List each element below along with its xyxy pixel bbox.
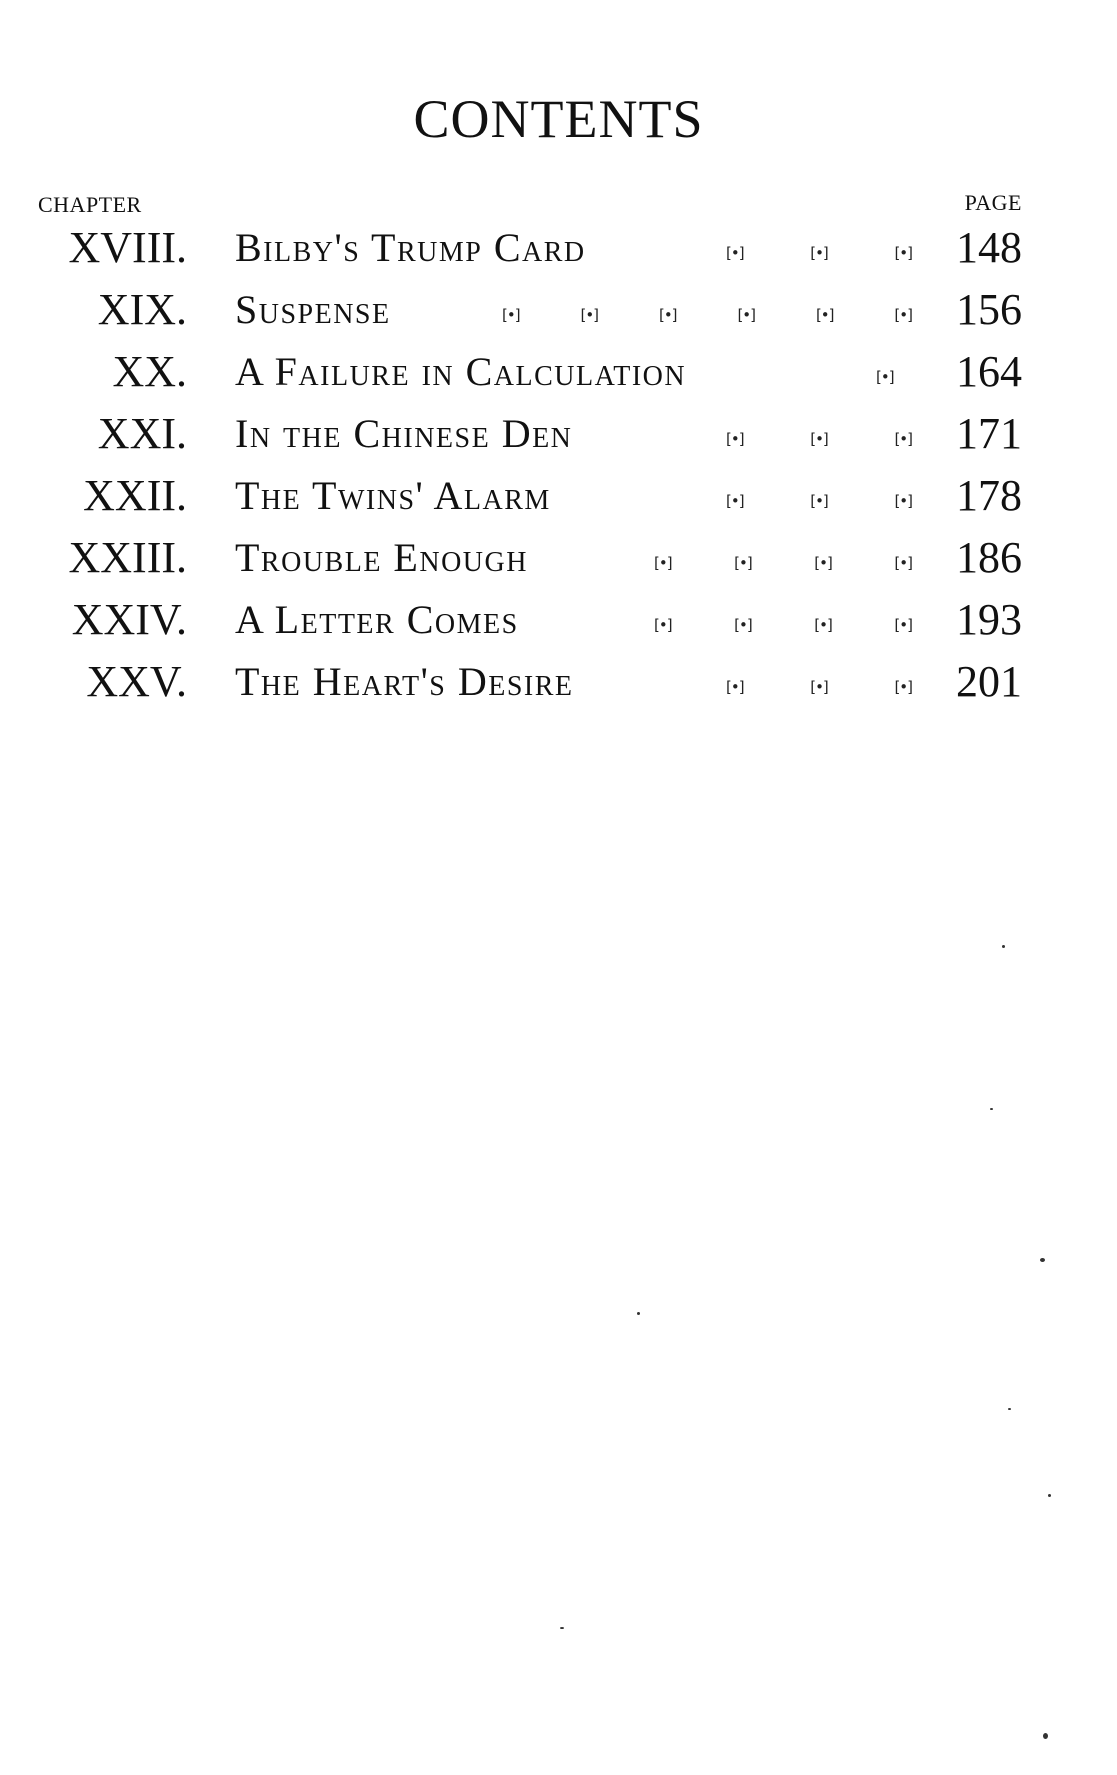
chapter-number: XX. [112, 347, 187, 396]
page-column-header: PAGE [964, 190, 1022, 215]
chapter-title: A Failure in Calculation [235, 349, 687, 394]
page-number: 171 [956, 409, 1022, 458]
leader-dot: [•] [894, 554, 912, 572]
page-title: CONTENTS [413, 89, 704, 149]
toc-entry [0, 346, 1117, 406]
leader-dot: [•] [814, 616, 832, 634]
leader-dot: [•] [894, 430, 912, 448]
leader-dot: [•] [734, 554, 752, 572]
dot-leader [502, 300, 912, 330]
leader-dot: [•] [815, 306, 834, 324]
toc-entry [0, 594, 1117, 654]
toc-entry [0, 656, 1117, 716]
chapter-number: XXV. [86, 657, 187, 706]
chapter-title: Trouble Enough [235, 535, 528, 580]
page-number: 156 [956, 285, 1022, 334]
chapter-title: Suspense [235, 287, 391, 332]
leader-dot: [•] [894, 616, 912, 634]
leader-dot: [•] [658, 306, 677, 324]
toc-entry [0, 408, 1117, 468]
scan-speck [1008, 1408, 1011, 1410]
chapter-title: A Letter Comes [235, 597, 519, 642]
toc-entry [0, 470, 1117, 530]
scan-speck [1048, 1494, 1051, 1497]
chapter-number: XXI. [97, 409, 187, 458]
leader-dot: [•] [726, 244, 744, 262]
dot-leader [654, 610, 912, 640]
page-number: 178 [956, 471, 1022, 520]
leader-dot: [•] [726, 492, 744, 510]
leader-dot: [•] [502, 306, 520, 324]
toc-entry [0, 532, 1117, 592]
leader-dot: [•] [894, 306, 912, 324]
leader-dot: [•] [654, 554, 672, 572]
scan-speck [637, 1312, 640, 1315]
leader-dot: [•] [876, 368, 894, 386]
leader-dot: [•] [654, 616, 672, 634]
leader-dot: [•] [810, 430, 828, 448]
leader-dot: [•] [737, 306, 756, 324]
chapter-title: In the Chinese Den [235, 411, 573, 456]
leader-dot: [•] [726, 678, 744, 696]
chapter-number: XXIII. [68, 533, 187, 582]
chapter-number: XVIII. [68, 223, 187, 272]
page-number: 186 [956, 533, 1022, 582]
dot-leader [726, 486, 912, 516]
dot-leader [876, 362, 912, 392]
dot-leader [726, 424, 912, 454]
scan-speck [1040, 1258, 1045, 1262]
leader-dot: [•] [580, 306, 599, 324]
page-number: 164 [956, 347, 1022, 396]
toc-entry [0, 284, 1117, 344]
scan-speck [1043, 1733, 1048, 1739]
chapter-number: XXIV. [71, 595, 187, 644]
scan-speck [1002, 945, 1005, 948]
toc-entry [0, 222, 1117, 282]
leader-dot: [•] [894, 678, 912, 696]
leader-dot: [•] [894, 244, 912, 262]
chapter-number: XIX. [97, 285, 187, 334]
leader-dot: [•] [814, 554, 832, 572]
leader-dot: [•] [810, 492, 828, 510]
page-number: 148 [956, 223, 1022, 272]
dot-leader [726, 672, 912, 702]
chapter-title: Bilby's Trump Card [235, 225, 586, 270]
chapter-title: The Heart's Desire [235, 659, 574, 704]
chapter-title: The Twins' Alarm [235, 473, 551, 518]
leader-dot: [•] [810, 244, 828, 262]
page-number: 201 [956, 657, 1022, 706]
leader-dot: [•] [894, 492, 912, 510]
leader-dot: [•] [726, 430, 744, 448]
scan-speck [560, 1627, 564, 1629]
dot-leader [654, 548, 912, 578]
chapter-number: XXII. [83, 471, 187, 520]
chapter-column-header: CHAPTER [38, 192, 142, 217]
page-number: 193 [956, 595, 1022, 644]
leader-dot: [•] [810, 678, 828, 696]
scan-speck [990, 1108, 993, 1110]
leader-dot: [•] [734, 616, 752, 634]
dot-leader [726, 238, 912, 268]
